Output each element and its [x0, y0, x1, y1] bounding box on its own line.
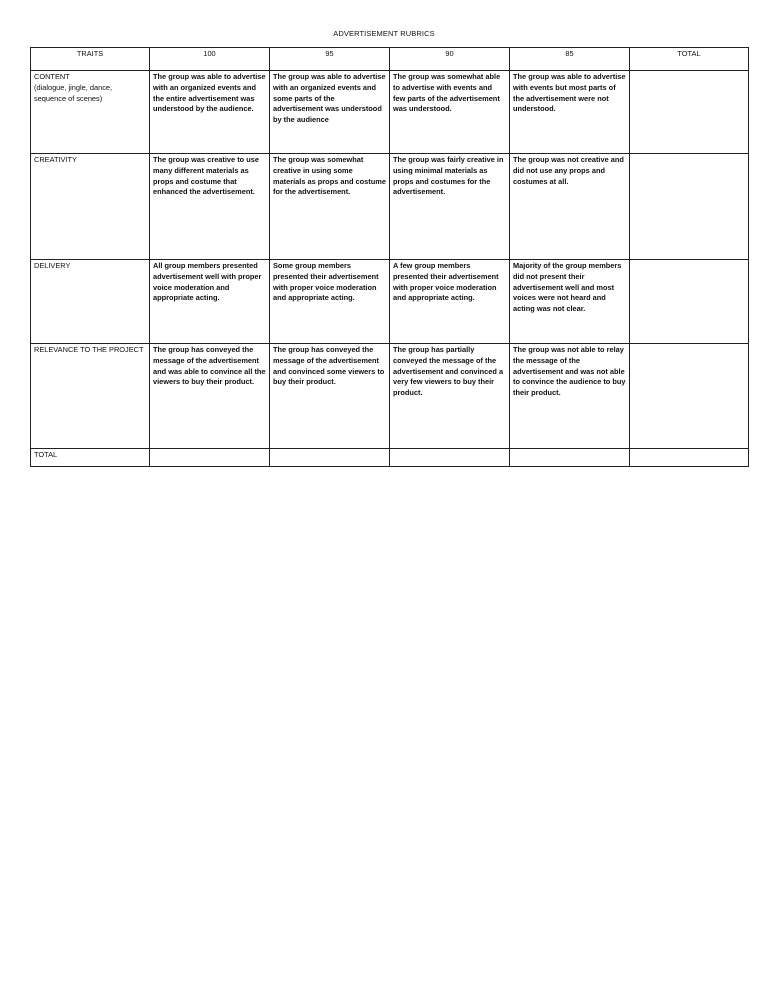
table-row: [31, 344, 749, 449]
table-row: [31, 260, 749, 344]
criteria-cell: The group was creative to use many different materials as props and costume that enhanced the advertisement.: [150, 154, 270, 260]
trait-label: CREATIVITY: [34, 155, 77, 164]
header-score-90: 90: [390, 48, 510, 71]
criteria-cell: The group was not creative and did not use any props and costumes at all.: [510, 154, 630, 260]
trait-cell: [31, 344, 150, 449]
header-total: TOTAL: [630, 48, 749, 71]
total-cell[interactable]: [630, 154, 749, 260]
total-cell[interactable]: [630, 260, 749, 344]
total-row-cell[interactable]: [270, 449, 390, 467]
trait-label: RELEVANCE TO THE PROJECT: [34, 345, 144, 354]
criteria-cell: A few group members presented their advertisement with proper voice moderation and appropriate acting.: [390, 260, 510, 344]
criteria-cell: The group has partially conveyed the message of the advertisement and convinced a very few viewers to buy their product.: [390, 344, 510, 449]
criteria-cell: The group has conveyed the message of the advertisement and convinced some viewers to buy their product.: [270, 344, 390, 449]
trait-cell: [31, 154, 150, 260]
total-row: [31, 449, 749, 467]
header-score-100: 100: [150, 48, 270, 71]
criteria-cell: The group was able to advertise with an organized events and some parts of the advertisement was understood by the audience: [270, 71, 390, 154]
trait-cell: [31, 260, 150, 344]
total-row-cell[interactable]: [150, 449, 270, 467]
criteria-cell: The group was somewhat creative in using some materials as props and costume for the advertisement.: [270, 154, 390, 260]
total-row-cell[interactable]: [630, 449, 749, 467]
total-row-cell[interactable]: [510, 449, 630, 467]
document-title: ADVERTISEMENT RUBRICS: [333, 29, 435, 38]
criteria-cell: The group was not able to relay the message of the advertisement and was not able to convince the audience to buy their product.: [510, 344, 630, 449]
header-score-85: 85: [510, 48, 630, 71]
rubric-table: [30, 47, 749, 467]
criteria-cell: The group has conveyed the message of the advertisement and was able to convince all the viewers to buy their product.: [150, 344, 270, 449]
total-cell[interactable]: [630, 344, 749, 449]
trait-sublabel: (dialogue, jingle, dance, sequence of scenes): [34, 82, 113, 103]
total-row-label: TOTAL: [31, 449, 150, 467]
trait-label: CONTENT: [34, 72, 70, 81]
criteria-cell: Some group members presented their advertisement with proper voice moderation and appropriate acting.: [270, 260, 390, 344]
criteria-cell: Majority of the group members did not present their advertisement well and most voices were not heard and acting was not clear.: [510, 260, 630, 344]
total-cell[interactable]: [630, 71, 749, 154]
criteria-cell: The group was able to advertise with an organized events and the entire advertisement was understood by the audience.: [150, 71, 270, 154]
header-traits: TRAITS: [31, 48, 150, 71]
criteria-cell: The group was somewhat able to advertise with events and few parts of the advertisement was understood.: [390, 71, 510, 154]
total-row-cell[interactable]: [390, 449, 510, 467]
table-row: [31, 71, 749, 154]
trait-cell: [31, 71, 150, 154]
table-row: [31, 154, 749, 260]
header-row: [31, 48, 749, 71]
criteria-cell: The group was able to advertise with events but most parts of the advertisement were not understood.: [510, 71, 630, 154]
header-score-95: 95: [270, 48, 390, 71]
criteria-cell: All group members presented advertisement well with proper voice moderation and appropriate acting.: [150, 260, 270, 344]
criteria-cell: The group was fairly creative in using minimal materials as props and costumes for the advertisement.: [390, 154, 510, 260]
trait-label: DELIVERY: [34, 261, 71, 270]
